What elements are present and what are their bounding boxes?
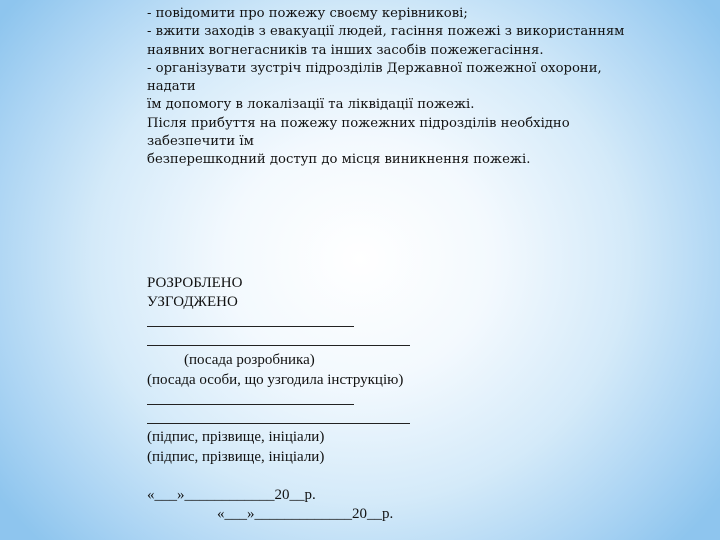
signature-line-1	[147, 404, 354, 405]
agreed-heading: УЗГОДЖЕНО	[147, 294, 238, 310]
date-field-2: «___»_____________20__р.	[217, 506, 394, 522]
signature-line-2	[147, 423, 410, 424]
instruction-line: - організувати зустріч підрозділів Державної пожежної охорони,	[147, 60, 602, 76]
developer-position-caption: (посада розробника)	[184, 352, 315, 368]
instruction-line: забезпечити їм	[147, 134, 254, 150]
date-field-1: «___»____________20__р.	[147, 487, 316, 503]
instruction-line: Після прибуття на пожежу пожежних підрозділів необхідно	[147, 115, 570, 131]
fire-instructions	[147, 5, 625, 170]
instruction-line: - повідомити про пожежу своєму керівникові;	[147, 6, 468, 21]
instruction-line: - вжити заходів з евакуації людей, гасіння пожежі з використанням	[147, 24, 625, 40]
instruction-line: надати	[147, 79, 196, 95]
agreer-position-caption: (посада особи, що узгодила інструкцію)	[147, 372, 404, 388]
developed-heading: РОЗРОБЛЕНО	[147, 275, 243, 291]
signature-caption-1: (підпис, прізвище, ініціали)	[147, 429, 325, 445]
developer-position-line	[147, 326, 354, 327]
instruction-line: їм допомогу в локалізації та ліквідації пожежі.	[147, 97, 475, 113]
instruction-line: безперешкодний доступ до місця виникнення пожежі.	[147, 152, 531, 168]
instruction-line: наявних вогнегасників та інших засобів пожежегасіння.	[147, 42, 544, 58]
agreer-position-line	[147, 345, 410, 346]
signature-caption-2: (підпис, прізвище, ініціали)	[147, 449, 325, 465]
